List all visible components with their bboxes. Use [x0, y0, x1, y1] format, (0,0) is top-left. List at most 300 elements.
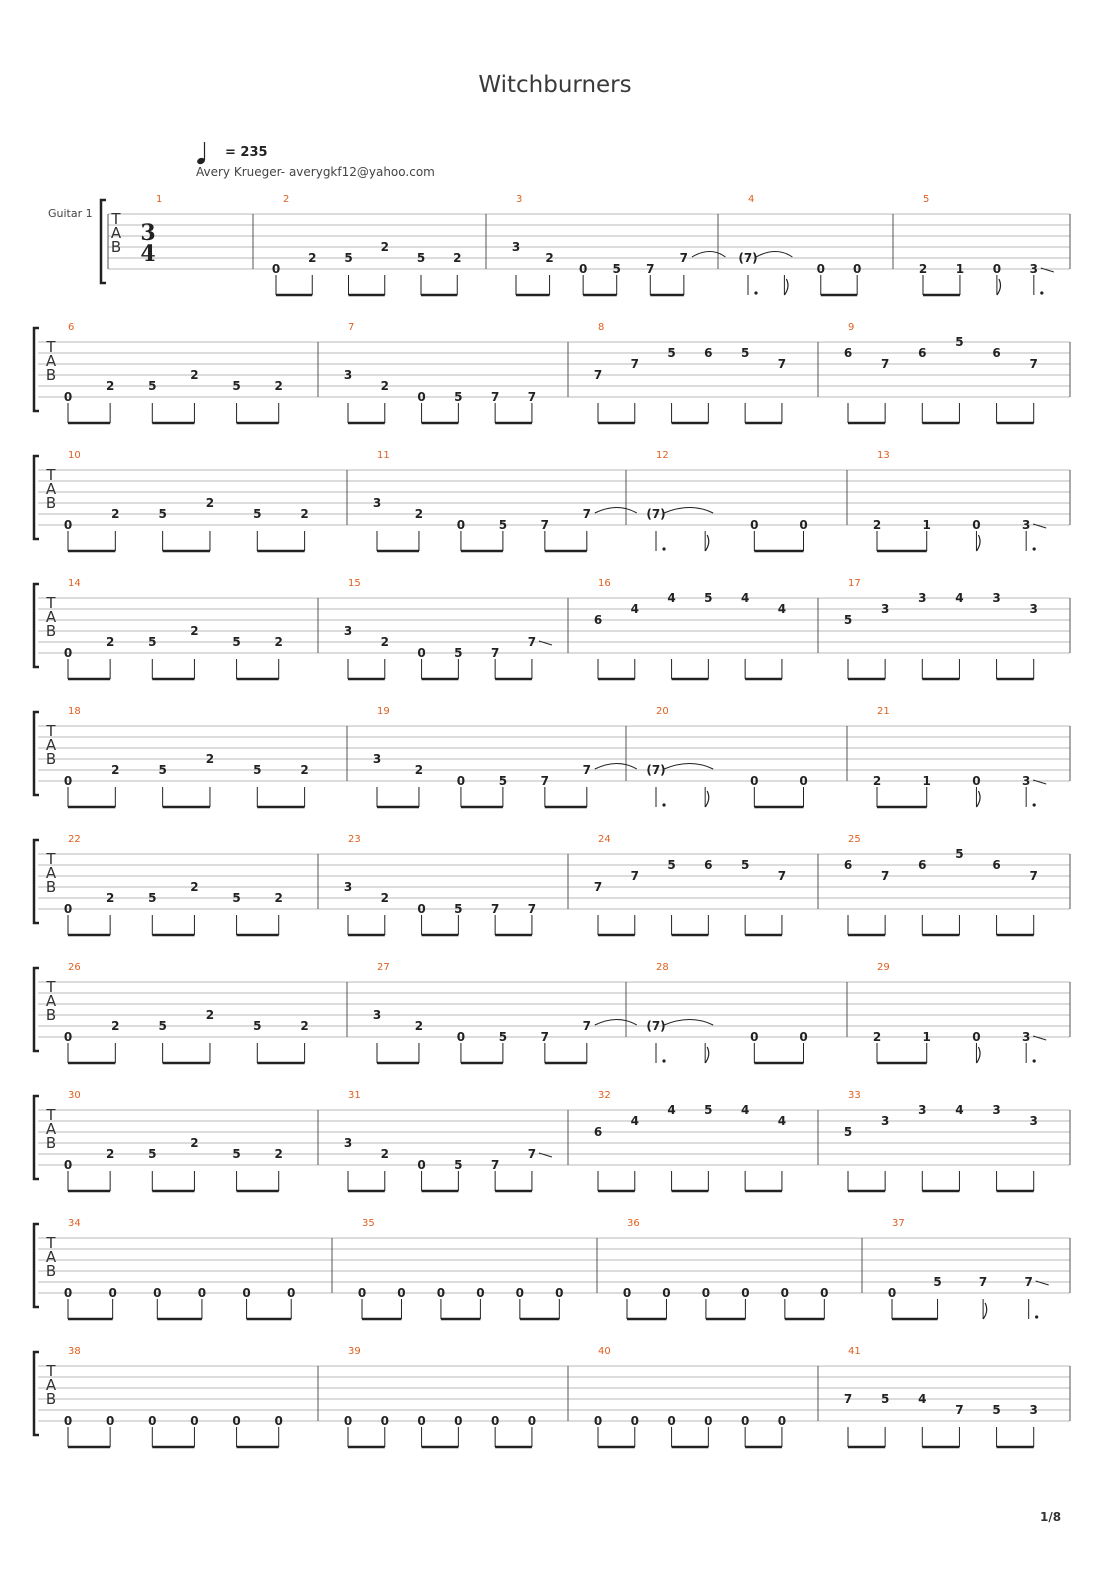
fret-number: 5: [612, 262, 621, 276]
instrument-label: Guitar 1: [48, 207, 93, 220]
fret-number: 7: [1029, 357, 1038, 371]
fret-number: 7: [582, 1019, 592, 1033]
note-flag: [983, 1303, 987, 1319]
tab-clef-letter: T: [46, 466, 56, 484]
fret-number: 6: [992, 858, 1001, 872]
fret-number: 2: [380, 240, 389, 254]
system-bracket: [34, 712, 39, 795]
fret-number: 5: [454, 902, 463, 916]
tab-system: [101, 194, 1070, 295]
tab-clef-letter: A: [45, 992, 57, 1010]
measure-number: 41: [848, 1346, 861, 1357]
fret-number: 7: [955, 1403, 964, 1417]
fret-number: 2: [105, 379, 115, 393]
fret-number: 0: [490, 1414, 500, 1428]
tie-arc: [595, 1020, 637, 1026]
fret-number: 0: [799, 1030, 808, 1044]
song-title: Witchburners: [478, 72, 632, 98]
measure-number: 22: [68, 834, 81, 845]
fret-number: (7): [738, 251, 758, 265]
tab-clef-letter: B: [45, 1006, 57, 1024]
fret-number: 0: [63, 902, 73, 916]
fret-number: 0: [456, 1030, 466, 1044]
fret-number: 2: [872, 518, 882, 532]
fret-number: 5: [498, 1030, 508, 1044]
tab-clef-letter: A: [45, 352, 57, 370]
fret-number: 0: [63, 518, 73, 532]
tie-arc: [664, 1020, 713, 1026]
fret-number: 2: [111, 1019, 120, 1033]
fret-number: 0: [148, 1414, 157, 1428]
fret-number: 3: [511, 240, 521, 254]
fret-number: 5: [667, 858, 676, 872]
fret-number: 2: [414, 507, 424, 521]
fret-number: 0: [63, 1414, 73, 1428]
fret-number: 0: [397, 1286, 406, 1300]
fret-number: 7: [880, 869, 890, 883]
fret-number: 7: [490, 390, 500, 404]
tab-clef-letter: T: [46, 1106, 56, 1124]
fret-number: 7: [540, 774, 550, 788]
tie-arc: [595, 764, 637, 770]
measure-number: 34: [68, 1218, 81, 1229]
fret-number: 5: [498, 518, 508, 532]
measure-number: 29: [877, 962, 890, 973]
fret-number: 0: [63, 1286, 73, 1300]
dot-mark: [662, 803, 665, 806]
fret-number: 7: [593, 368, 603, 382]
page-number: 1/8: [1040, 1510, 1062, 1524]
fret-number: 6: [918, 346, 927, 360]
fret-number: 5: [704, 591, 713, 605]
fret-number: 5: [344, 251, 353, 265]
fret-number: 5: [253, 1019, 262, 1033]
fret-number: 3: [1029, 262, 1039, 276]
dot-mark: [1035, 1315, 1038, 1318]
fret-number: 5: [880, 1392, 890, 1406]
fret-number: 0: [357, 1286, 367, 1300]
fret-number: 6: [593, 1125, 603, 1139]
system-bracket: [34, 1352, 39, 1435]
fret-number: 4: [667, 591, 676, 605]
fret-number: 5: [454, 390, 463, 404]
fret-number: 3: [343, 1136, 353, 1150]
measure-number: 3: [516, 194, 523, 205]
measure-number: 35: [362, 1218, 375, 1229]
fret-number: 0: [515, 1286, 525, 1300]
tie-arc: [664, 508, 713, 514]
fret-number: 5: [232, 891, 241, 905]
measure-number: 31: [348, 1090, 361, 1101]
fret-number: 0: [343, 1414, 353, 1428]
fret-number: 2: [300, 763, 309, 777]
fret-number: 7: [679, 251, 689, 265]
fret-number: 4: [630, 1114, 639, 1128]
tab-clef-letter: B: [45, 1134, 57, 1152]
measure-number: 40: [598, 1346, 611, 1357]
fret-number: 3: [343, 880, 353, 894]
fret-number: 2: [872, 774, 882, 788]
fret-number: 4: [918, 1392, 927, 1406]
fret-number: 7: [777, 357, 787, 371]
fret-number: 0: [153, 1286, 162, 1300]
system-bracket: [34, 840, 39, 923]
fret-number: 2: [380, 891, 389, 905]
tab-clef-letter: B: [110, 238, 122, 256]
fret-number: 5: [843, 1125, 853, 1139]
fret-number: 7: [978, 1275, 988, 1289]
fret-number: 5: [148, 891, 157, 905]
fret-number: 4: [630, 602, 639, 616]
system-bracket: [34, 968, 39, 1051]
system-bracket: [34, 456, 39, 539]
measure-number: 24: [598, 834, 611, 845]
fret-number: (7): [646, 507, 666, 521]
fret-number: 0: [63, 774, 73, 788]
measure-number: 10: [68, 450, 81, 461]
fret-number: 7: [630, 357, 639, 371]
fret-number: 2: [105, 635, 115, 649]
tab-system: [34, 1346, 1070, 1447]
fret-number: 5: [704, 1103, 713, 1117]
tab-clef-letter: T: [46, 594, 56, 612]
measure-number: 5: [923, 194, 930, 205]
dot-mark: [662, 547, 665, 550]
tie-arc: [595, 508, 637, 514]
tab-clef-letter: T: [46, 1362, 56, 1380]
fret-number: 5: [253, 763, 262, 777]
fret-number: 3: [372, 752, 382, 766]
fret-number: 0: [436, 1286, 446, 1300]
fret-number: 2: [380, 635, 389, 649]
dot-mark: [754, 291, 757, 294]
fret-number: 5: [498, 774, 508, 788]
fret-number: 3: [880, 1114, 890, 1128]
fret-number: 0: [593, 1414, 603, 1428]
measure-number: 32: [598, 1090, 611, 1101]
fret-number: 0: [242, 1286, 251, 1300]
dot-mark: [1033, 1059, 1036, 1062]
fret-number: 2: [205, 1008, 215, 1022]
fret-number: 0: [701, 1286, 711, 1300]
fret-number: 6: [704, 346, 713, 360]
fret-number: 3: [1029, 1403, 1038, 1417]
fret-number: 7: [527, 1147, 537, 1161]
fret-number: 2: [918, 262, 928, 276]
fret-number: 2: [274, 379, 283, 393]
fret-number: 0: [417, 646, 426, 660]
fret-number: 3: [343, 368, 353, 382]
measure-number: 11: [377, 450, 390, 461]
measure-number: 25: [848, 834, 861, 845]
tab-system: [34, 450, 1070, 551]
tab-clef-letter: A: [110, 224, 122, 242]
measure-number: 27: [377, 962, 390, 973]
fret-number: 5: [667, 346, 676, 360]
fret-number: 1: [922, 774, 931, 788]
fret-number: 0: [972, 1030, 981, 1044]
measure-number: 6: [68, 322, 75, 333]
measure-number: 19: [377, 706, 390, 717]
fret-number: 7: [777, 869, 787, 883]
dot-mark: [1033, 547, 1036, 550]
fret-number: 0: [972, 518, 981, 532]
fret-number: 6: [843, 858, 853, 872]
measure-number: 23: [348, 834, 361, 845]
fret-number: 3: [1029, 1114, 1038, 1128]
fret-number: 5: [148, 1147, 157, 1161]
fret-number: 1: [922, 1030, 931, 1044]
fret-number: 4: [667, 1103, 676, 1117]
fret-number: (7): [646, 763, 666, 777]
tab-clef-letter: B: [45, 622, 57, 640]
measure-number: 1: [156, 194, 163, 205]
fret-number: 4: [777, 602, 787, 616]
fret-number: 7: [593, 880, 603, 894]
fret-number: 0: [704, 1414, 713, 1428]
fret-number: 0: [578, 262, 588, 276]
measure-number: 30: [68, 1090, 81, 1101]
fret-number: 0: [63, 1030, 73, 1044]
fret-number: 2: [105, 891, 115, 905]
tie-arc: [756, 252, 792, 258]
fret-number: 0: [750, 774, 759, 788]
fret-number: 2: [274, 635, 283, 649]
fret-number: 1: [955, 262, 965, 276]
fret-number: 0: [105, 1414, 115, 1428]
fret-number: 2: [380, 1147, 389, 1161]
fret-number: 0: [476, 1286, 485, 1300]
tie-arc: [692, 252, 726, 258]
fret-number: 2: [190, 624, 199, 638]
tab-clef-letter: A: [45, 1376, 57, 1394]
tab-system: [34, 834, 1070, 935]
fret-number: 2: [274, 891, 283, 905]
fret-number: 3: [992, 1103, 1001, 1117]
measure-number: 15: [348, 578, 361, 589]
measure-number: 14: [68, 578, 81, 589]
fret-number: 3: [372, 1008, 382, 1022]
fret-number: 7: [582, 507, 592, 521]
fret-number: 0: [741, 1286, 750, 1300]
tempo-marking: = 235: [225, 145, 268, 160]
tab-clef-letter: A: [45, 1248, 57, 1266]
fret-number: 7: [843, 1392, 853, 1406]
system-bracket: [34, 1224, 39, 1307]
fret-number: 5: [158, 1019, 167, 1033]
tab-clef-letter: T: [46, 338, 56, 356]
fret-number: 2: [190, 368, 199, 382]
fret-number: 0: [190, 1414, 199, 1428]
measure-number: 2: [283, 194, 290, 205]
note-flag: [784, 279, 788, 295]
fret-number: 5: [148, 635, 157, 649]
fret-number: 7: [490, 646, 500, 660]
fret-number: 3: [372, 496, 382, 510]
fret-number: 5: [454, 646, 463, 660]
system-bracket: [34, 584, 39, 667]
note-flag: [997, 279, 1001, 295]
fret-number: 5: [416, 251, 426, 265]
fret-number: 5: [232, 379, 241, 393]
fret-number: 2: [274, 1147, 283, 1161]
tab-clef-letter: T: [46, 850, 56, 868]
fret-number: 4: [740, 1103, 750, 1117]
fret-number: 0: [63, 646, 73, 660]
fret-number: 2: [205, 496, 215, 510]
fret-number: 0: [630, 1414, 639, 1428]
fret-number: 0: [852, 262, 862, 276]
fret-number: 2: [414, 1019, 424, 1033]
fret-number: 5: [158, 763, 167, 777]
fret-number: 4: [740, 591, 750, 605]
fret-number: 0: [740, 1414, 750, 1428]
fret-number: 0: [816, 262, 825, 276]
fret-number: 1: [922, 518, 931, 532]
fret-number: 0: [380, 1414, 389, 1428]
fret-number: 0: [799, 518, 808, 532]
fret-number: 0: [622, 1286, 632, 1300]
tab-clef-letter: A: [45, 736, 57, 754]
fret-number: 2: [300, 1019, 309, 1033]
fret-number: 7: [1024, 1275, 1033, 1289]
system-bracket: [34, 1096, 39, 1179]
tab-system: [34, 706, 1070, 807]
measure-number: 4: [748, 194, 755, 205]
tab-clef-letter: B: [45, 1390, 57, 1408]
fret-number: 0: [555, 1286, 564, 1300]
fret-number: 0: [287, 1286, 296, 1300]
note-flag: [705, 1047, 709, 1063]
note-flag: [976, 535, 980, 551]
fret-number: 0: [972, 774, 981, 788]
fret-number: 0: [197, 1286, 207, 1300]
fret-number: 2: [111, 763, 120, 777]
fret-number: 7: [630, 869, 639, 883]
fret-number: 0: [108, 1286, 117, 1300]
fret-number: 0: [417, 902, 426, 916]
fret-number: 0: [63, 1158, 73, 1172]
fret-number: 3: [343, 624, 353, 638]
fret-number: (7): [646, 1019, 666, 1033]
fret-number: 0: [777, 1414, 787, 1428]
fret-number: 2: [111, 507, 120, 521]
dot-mark: [1040, 291, 1043, 294]
note-flag: [976, 791, 980, 807]
fret-number: 3: [1021, 774, 1031, 788]
tie-arc: [664, 764, 713, 770]
fret-number: 7: [880, 357, 890, 371]
measure-number: 7: [348, 322, 355, 333]
fret-number: 5: [232, 635, 241, 649]
fret-number: 0: [780, 1286, 790, 1300]
fret-number: 5: [933, 1275, 942, 1289]
fret-number: 7: [540, 518, 550, 532]
measure-number: 36: [627, 1218, 640, 1229]
measure-number: 37: [892, 1218, 905, 1229]
fret-number: 2: [308, 251, 317, 265]
author-credit: Avery Krueger- averygkf12@yahoo.com: [196, 165, 435, 179]
measure-number: 39: [348, 1346, 361, 1357]
time-signature-bottom: 4: [140, 241, 156, 267]
tab-clef-letter: B: [45, 494, 57, 512]
fret-number: 3: [918, 591, 927, 605]
fret-number: 0: [750, 518, 759, 532]
fret-number: 5: [454, 1158, 463, 1172]
fret-number: 7: [490, 902, 500, 916]
measure-number: 21: [877, 706, 890, 717]
system-bracket: [34, 328, 39, 411]
fret-number: 0: [799, 774, 808, 788]
fret-number: 7: [646, 262, 655, 276]
tab-system: [34, 322, 1070, 423]
tab-clef-letter: T: [111, 210, 121, 228]
fret-number: 6: [593, 613, 603, 627]
fret-number: 5: [992, 1403, 1001, 1417]
tab-clef-letter: A: [45, 480, 57, 498]
fret-number: 2: [190, 880, 199, 894]
fret-number: 3: [880, 602, 890, 616]
fret-number: 3: [1029, 602, 1038, 616]
note-flag: [705, 535, 709, 551]
tab-system: [34, 962, 1070, 1063]
fret-number: 5: [740, 858, 750, 872]
fret-number: 0: [820, 1286, 829, 1300]
fret-number: 0: [454, 1414, 463, 1428]
tab-clef-letter: T: [46, 722, 56, 740]
fret-number: 2: [414, 763, 424, 777]
fret-number: 5: [955, 847, 964, 861]
fret-number: 5: [740, 346, 750, 360]
fret-number: 4: [777, 1114, 787, 1128]
fret-number: 0: [667, 1414, 676, 1428]
fret-number: 2: [205, 752, 215, 766]
fret-number: 2: [453, 251, 462, 265]
fret-number: 5: [955, 335, 964, 349]
fret-number: 7: [527, 902, 537, 916]
fret-number: 7: [490, 1158, 500, 1172]
fret-number: 0: [887, 1286, 897, 1300]
measure-number: 26: [68, 962, 81, 973]
tab-clef-letter: A: [45, 1120, 57, 1138]
tab-clef-letter: T: [46, 978, 56, 996]
fret-number: 3: [1021, 1030, 1031, 1044]
fret-number: 0: [750, 1030, 759, 1044]
fret-number: 2: [872, 1030, 882, 1044]
measure-number: 12: [656, 450, 669, 461]
fret-number: 0: [417, 390, 426, 404]
fret-number: 3: [992, 591, 1001, 605]
fret-number: 4: [955, 1103, 964, 1117]
measure-number: 28: [656, 962, 669, 973]
fret-number: 3: [1021, 518, 1031, 532]
measure-number: 8: [598, 322, 605, 333]
measure-number: 9: [848, 322, 855, 333]
measure-number: 38: [68, 1346, 81, 1357]
fret-number: 6: [918, 858, 927, 872]
fret-number: 6: [704, 858, 713, 872]
fret-number: 2: [380, 379, 389, 393]
fret-number: 0: [417, 1158, 426, 1172]
fret-number: 2: [190, 1136, 199, 1150]
note-flag: [976, 1047, 980, 1063]
fret-number: 7: [527, 635, 537, 649]
fret-number: 4: [955, 591, 964, 605]
tab-clef-letter: T: [46, 1234, 56, 1252]
fret-number: 0: [527, 1414, 537, 1428]
fret-number: 7: [527, 390, 537, 404]
fret-number: 7: [582, 763, 592, 777]
